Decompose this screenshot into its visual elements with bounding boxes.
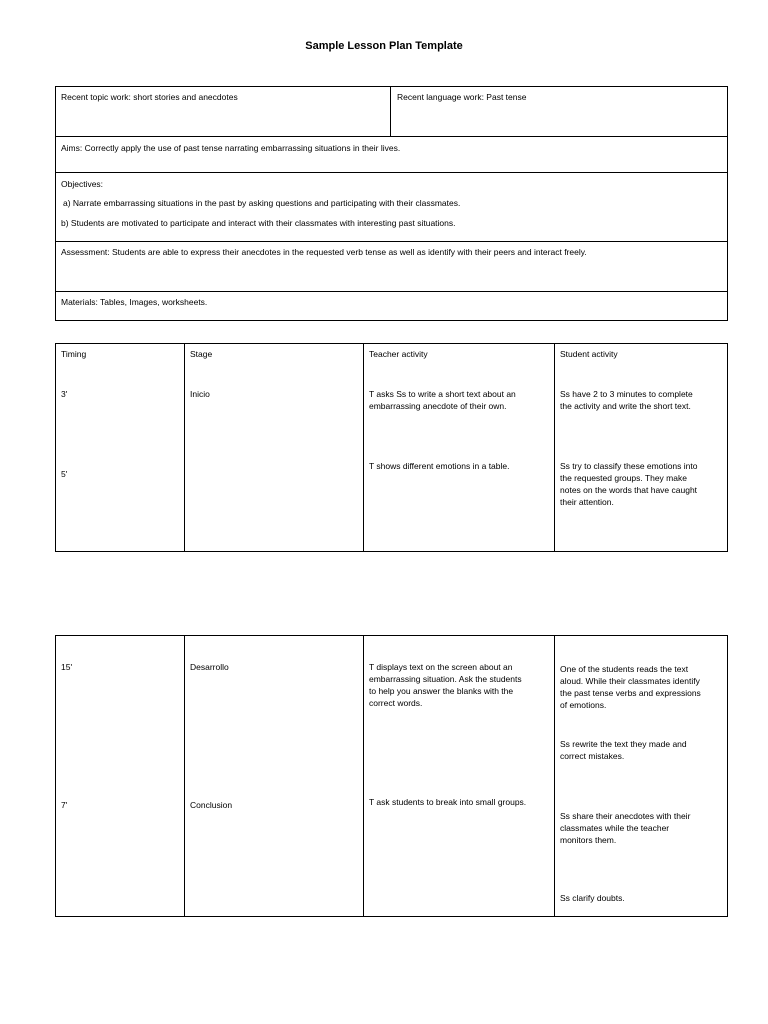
row3-student-activity: One of the students reads the text aloud. While their classmates identify the past tense verbs and expressions of emotions. [560, 664, 701, 710]
header-timing: Timing [61, 349, 87, 359]
row2-student-activity: Ss try to classify these emotions into the requested groups. They make notes on the words that have caught their attention. [560, 461, 698, 507]
recent-topic-text: Recent topic work: short stories and anecdotes [61, 92, 238, 102]
row1-student-activity: Ss have 2 to 3 minutes to complete the activity and write the short text. [560, 389, 693, 411]
header-divider-3 [55, 241, 728, 242]
activity-table-1 [55, 343, 728, 552]
recent-language-text: Recent language work: Past tense [397, 92, 527, 102]
row4-student-activity: Ss share their anecdotes with their classmates while the teacher monitors them. [560, 811, 691, 845]
header-divider-2 [55, 172, 728, 173]
row4-timing: 7' [61, 800, 68, 810]
objectives-label: Objectives: [61, 179, 104, 189]
header-teacher-activity: Teacher activity [369, 349, 428, 359]
table1-col-divider-1 [184, 343, 185, 552]
row1-teacher-activity: T asks Ss to write a short text about an embarrassing anecdote of their own. [369, 389, 516, 411]
table1-col-divider-2 [363, 343, 364, 552]
aims-text: Aims: Correctly apply the use of past tense narrating embarrassing situations in their lives. [61, 143, 401, 153]
row1-timing: 3' [61, 389, 68, 399]
materials-text: Materials: Tables, Images, worksheets. [61, 297, 208, 307]
header-divider-1 [55, 136, 728, 137]
table1-col-divider-3 [554, 343, 555, 552]
table2-col-divider-1 [184, 635, 185, 917]
row3-timing: 15' [61, 662, 73, 672]
objective-b-text: b) Students are motivated to participate and interact with their classmates with interesting past situations. [61, 218, 456, 228]
header-stage: Stage [190, 349, 213, 359]
header-divider-4 [55, 291, 728, 292]
header-student-activity: Student activity [560, 349, 618, 359]
header-divider-vertical [390, 86, 391, 136]
row4-teacher-activity: T ask students to break into small groups. [369, 797, 527, 807]
row3-stage: Desarrollo [190, 662, 229, 672]
document-title: Sample Lesson Plan Template [305, 40, 463, 52]
table2-col-divider-2 [363, 635, 364, 917]
row2-teacher-activity: T shows different emotions in a table. [369, 461, 510, 471]
row2-timing: 5' [61, 469, 68, 479]
objective-a-text: a) Narrate embarrassing situations in the past by asking questions and participating with their classmates. [63, 198, 461, 208]
table2-col-divider-3 [554, 635, 555, 917]
row4-student-activity-extra: Ss clarify doubts. [560, 893, 625, 903]
assessment-text: Assessment: Students are able to express their anecdotes in the requested verb tense as well as identify with their peers and interact freely. [61, 247, 587, 257]
row3-student-activity-extra: Ss rewrite the text they made and correct mistakes. [560, 739, 687, 761]
row4-stage: Conclusion [190, 800, 233, 810]
row3-teacher-activity: T displays text on the screen about an embarrassing situation. Ask the students to help you answer the blanks with the correct words. [369, 662, 522, 708]
row1-stage: Inicio [190, 389, 210, 399]
